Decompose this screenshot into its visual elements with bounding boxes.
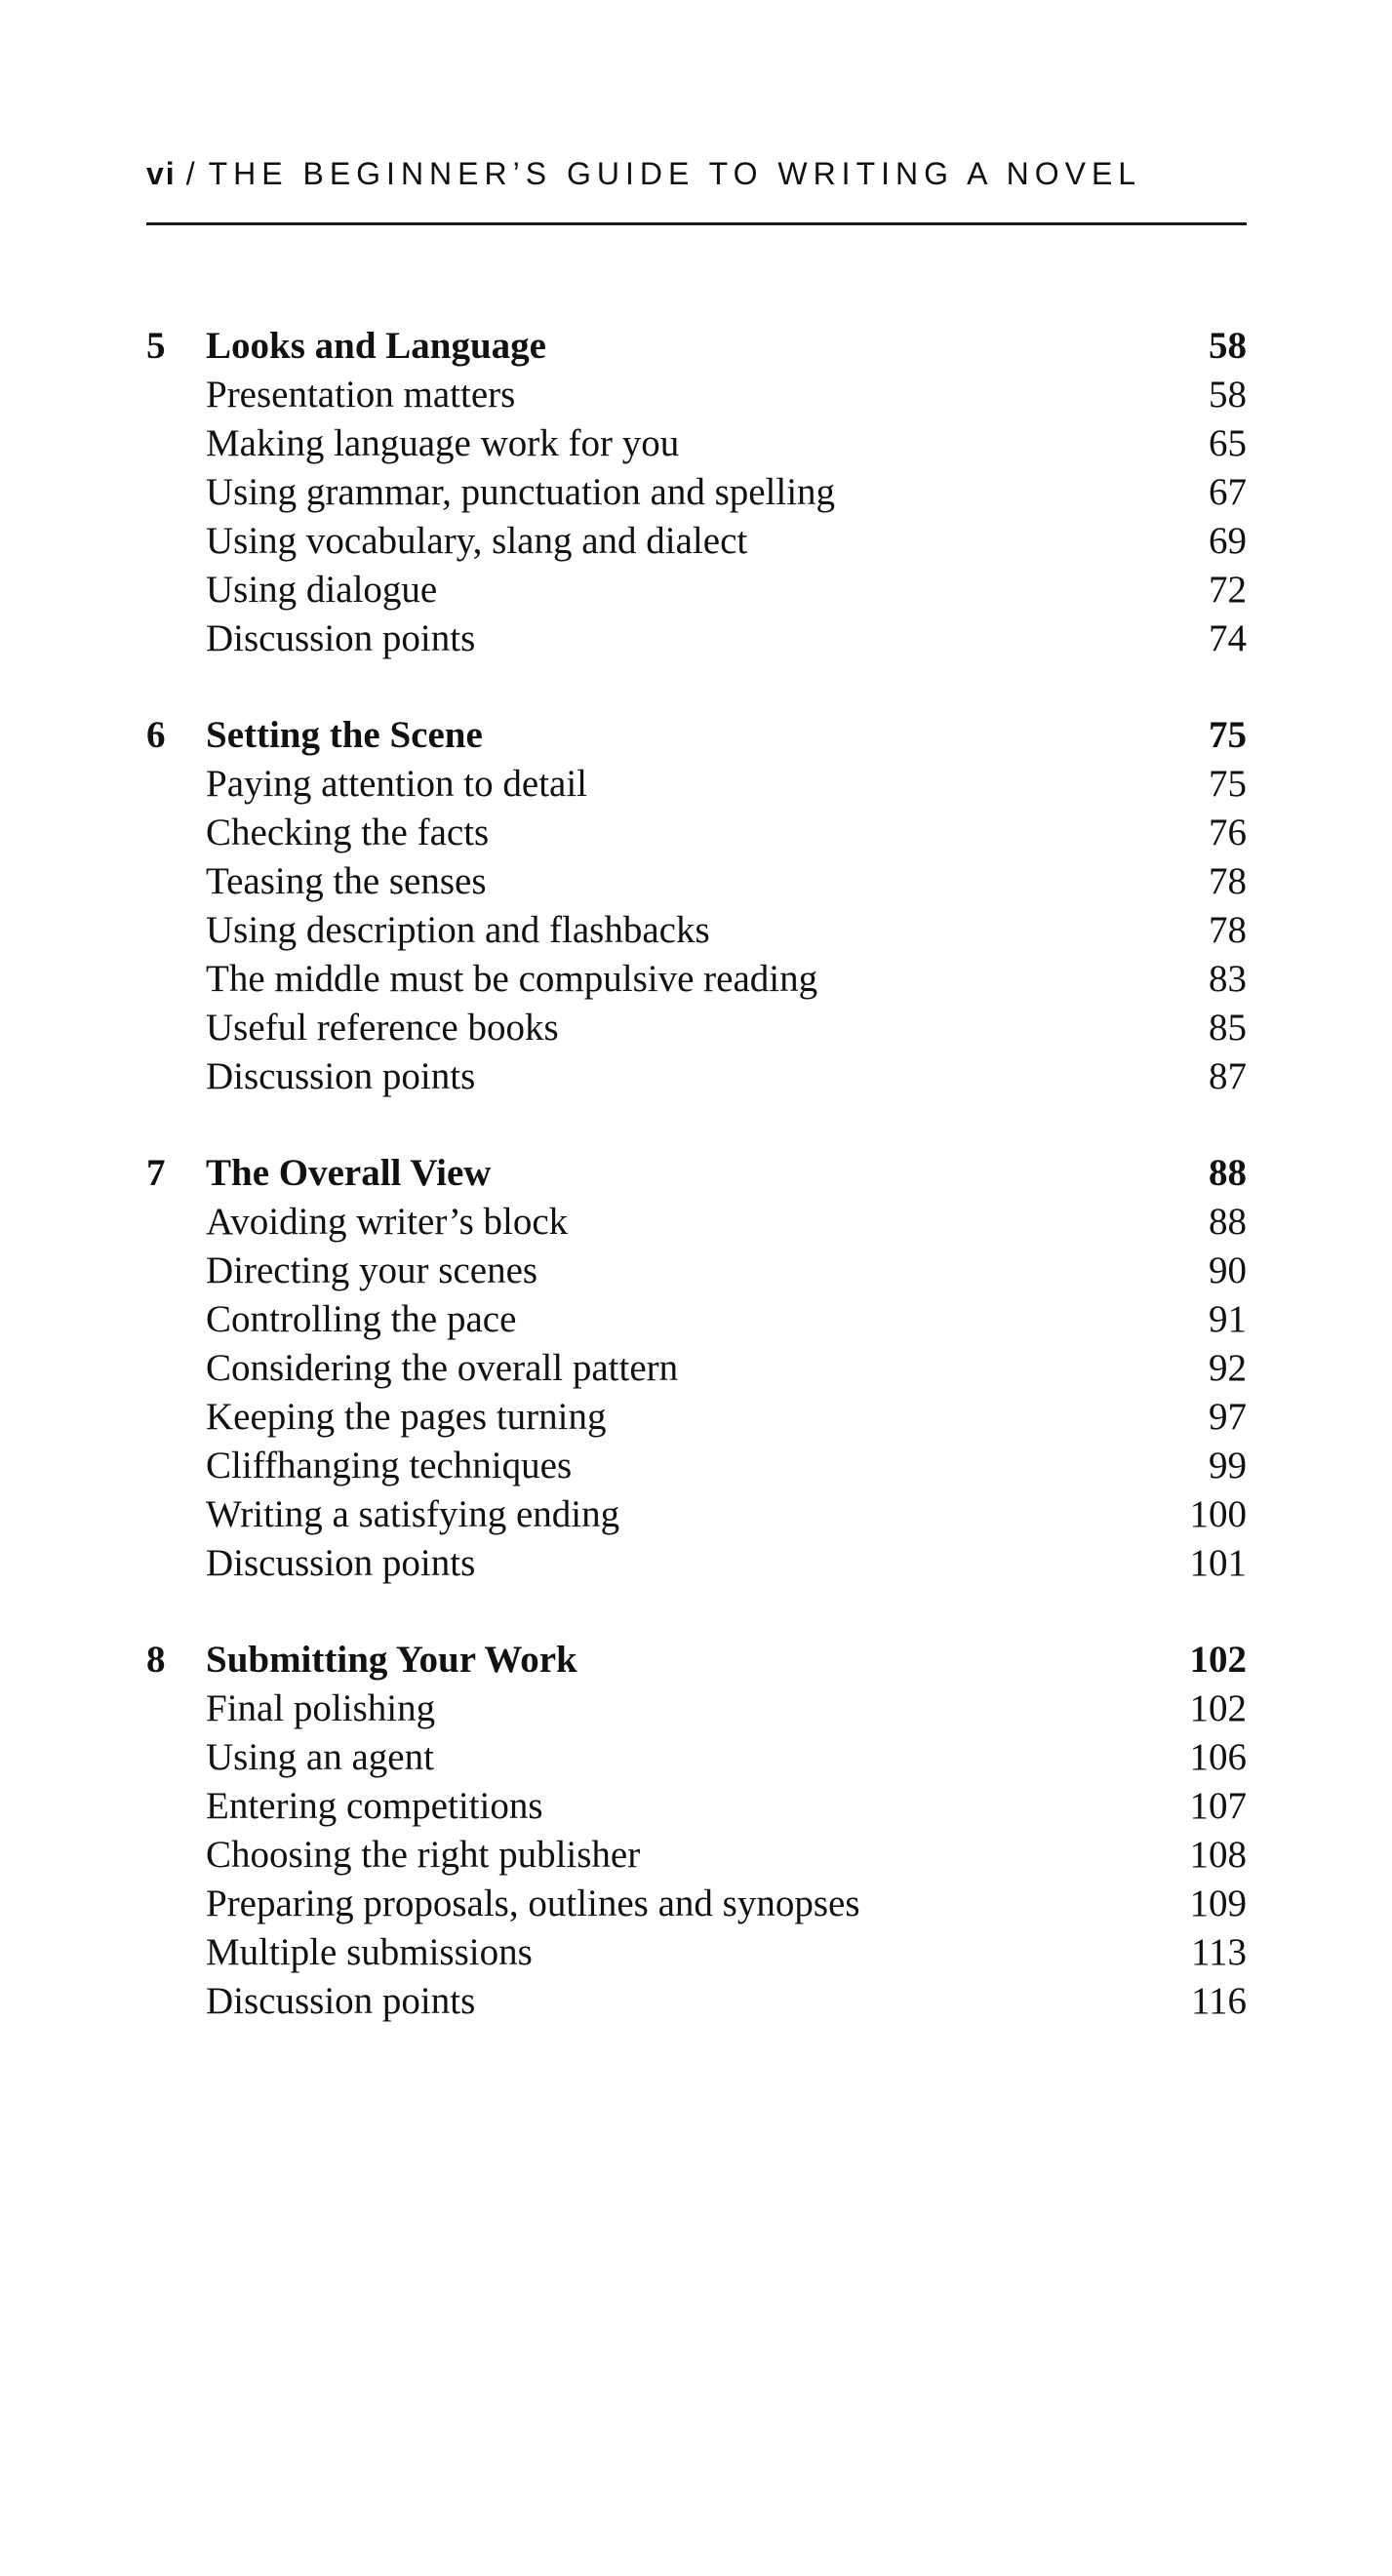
toc-entry-page: 109 [1189,1882,1247,1924]
chapter-heading[interactable] [146,711,1247,760]
toc-entry-page: 69 [1209,520,1247,562]
toc-entry-page: 72 [1209,569,1247,611]
toc-entry-page: 88 [1209,1201,1247,1243]
toc-entry[interactable] [146,1052,1247,1101]
toc-entry-title: Using description and flashbacks [206,909,710,951]
toc-entry[interactable] [146,517,1247,566]
toc-entry-page: 108 [1189,1834,1247,1876]
toc-entry-page: 83 [1209,958,1247,1000]
toc-entry-title: Presentation matters [206,374,516,416]
toc-entry[interactable] [146,809,1247,857]
toc-entry-title: Using grammar, punctuation and spelling [206,471,836,513]
toc-entry[interactable] [146,1684,1247,1733]
toc-entry-title: Checking the facts [206,812,490,853]
toc-entry[interactable] [146,468,1247,517]
toc-entry-page: 91 [1209,1298,1247,1340]
toc-chapter-8 [146,1636,1247,2026]
toc-chapter-7 [146,1149,1247,1588]
toc-chapter-6 [146,711,1247,1101]
toc-entry-page: 102 [1189,1687,1247,1729]
toc-entry[interactable] [146,614,1247,663]
toc-entry-title: Controlling the pace [206,1298,517,1340]
toc-entry-title: Keeping the pages turning [206,1396,607,1438]
toc-entry[interactable] [146,1198,1247,1247]
toc-entry-page: 75 [1209,763,1247,805]
toc-entry-title: Final polishing [206,1687,436,1729]
toc-entry[interactable] [146,760,1247,809]
toc-entry-title: Making language work for you [206,422,680,464]
toc-entry-title: Preparing proposals, outlines and synopses [206,1882,860,1924]
running-head-separator: / [185,156,201,191]
toc-entry[interactable] [146,1344,1247,1393]
chapter-page: 58 [1209,325,1247,367]
toc-entry[interactable] [146,955,1247,1004]
toc-entry[interactable] [146,857,1247,906]
toc-entry[interactable] [146,1442,1247,1490]
toc-entry-page: 97 [1209,1396,1247,1438]
toc-entry[interactable] [146,1004,1247,1052]
toc-entry-title: Using an agent [206,1736,434,1778]
toc-entry[interactable] [146,1733,1247,1782]
table-of-contents [146,322,1247,2074]
toc-entry[interactable] [146,1247,1247,1295]
toc-entry-page: 113 [1190,1931,1247,1973]
toc-entry-page: 92 [1209,1347,1247,1389]
toc-entry-title: Writing a satisfying ending [206,1493,620,1535]
toc-entry[interactable] [146,419,1247,468]
chapter-title: Setting the Scene [206,714,483,756]
toc-entry-page: 87 [1209,1055,1247,1097]
toc-entry-page: 106 [1189,1736,1247,1778]
toc-entry-page: 116 [1190,1980,1247,2022]
toc-entry[interactable] [146,1782,1247,1831]
toc-entry-title: Discussion points [206,617,476,659]
chapter-number: 8 [146,1639,166,1681]
toc-entry-title: Discussion points [206,1980,476,2022]
toc-entry-page: 99 [1209,1445,1247,1486]
toc-entry-title: Multiple submissions [206,1931,533,1973]
toc-entry[interactable] [146,906,1247,955]
toc-entry-title: Using vocabulary, slang and dialect [206,520,748,562]
toc-entry-page: 65 [1209,422,1247,464]
page-folio: vi [146,156,177,191]
toc-entry-page: 78 [1209,909,1247,951]
chapter-number: 5 [146,325,166,367]
chapter-title: The Overall View [206,1152,492,1194]
chapter-heading[interactable] [146,1636,1247,1684]
toc-entry[interactable] [146,1393,1247,1442]
toc-entry-title: Using dialogue [206,569,438,611]
toc-entry-title: The middle must be compulsive reading [206,958,818,1000]
toc-entry[interactable] [146,1295,1247,1344]
book-title: THE BEGINNER’S GUIDE TO WRITING A NOVEL [208,156,1142,191]
toc-entry-title: Entering competitions [206,1785,543,1827]
toc-entry[interactable] [146,1977,1247,2026]
chapter-number: 6 [146,714,166,756]
toc-entry-title: Directing your scenes [206,1249,538,1291]
toc-entry-title: Paying attention to detail [206,763,588,805]
toc-entry[interactable] [146,566,1247,614]
chapter-page: 75 [1209,714,1247,756]
chapter-page: 88 [1209,1152,1247,1194]
toc-entry-page: 101 [1189,1542,1247,1584]
chapter-title: Looks and Language [206,325,546,367]
running-head [146,146,1247,225]
toc-entry[interactable] [146,1490,1247,1539]
toc-entry-page: 76 [1209,812,1247,853]
toc-entry-page: 74 [1209,617,1247,659]
chapter-heading[interactable] [146,1149,1247,1198]
toc-entry-page: 90 [1209,1249,1247,1291]
toc-entry-title: Teasing the senses [206,860,487,902]
toc-entry-page: 78 [1209,860,1247,902]
toc-entry-page: 100 [1189,1493,1247,1535]
chapter-number: 7 [146,1152,166,1194]
toc-chapter-5 [146,322,1247,663]
chapter-title: Submitting Your Work [206,1639,577,1681]
toc-entry-title: Considering the overall pattern [206,1347,679,1389]
toc-entry[interactable] [146,1928,1247,1977]
toc-entry-title: Cliffhanging techniques [206,1445,573,1486]
toc-entry[interactable] [146,1880,1247,1928]
toc-entry-title: Discussion points [206,1542,476,1584]
toc-entry-title: Useful reference books [206,1007,559,1049]
toc-entry-page: 107 [1189,1785,1247,1827]
toc-entry[interactable] [146,1831,1247,1880]
toc-entry-title: Choosing the right publisher [206,1834,641,1876]
chapter-page: 102 [1189,1639,1247,1681]
toc-entry-title: Avoiding writer’s block [206,1201,569,1243]
toc-entry-page: 67 [1209,471,1247,513]
toc-entry-title: Discussion points [206,1055,476,1097]
toc-entry[interactable] [146,371,1247,419]
toc-entry-page: 58 [1209,374,1247,416]
chapter-heading[interactable] [146,322,1247,371]
toc-entry[interactable] [146,1539,1247,1588]
toc-entry-page: 85 [1209,1007,1247,1049]
